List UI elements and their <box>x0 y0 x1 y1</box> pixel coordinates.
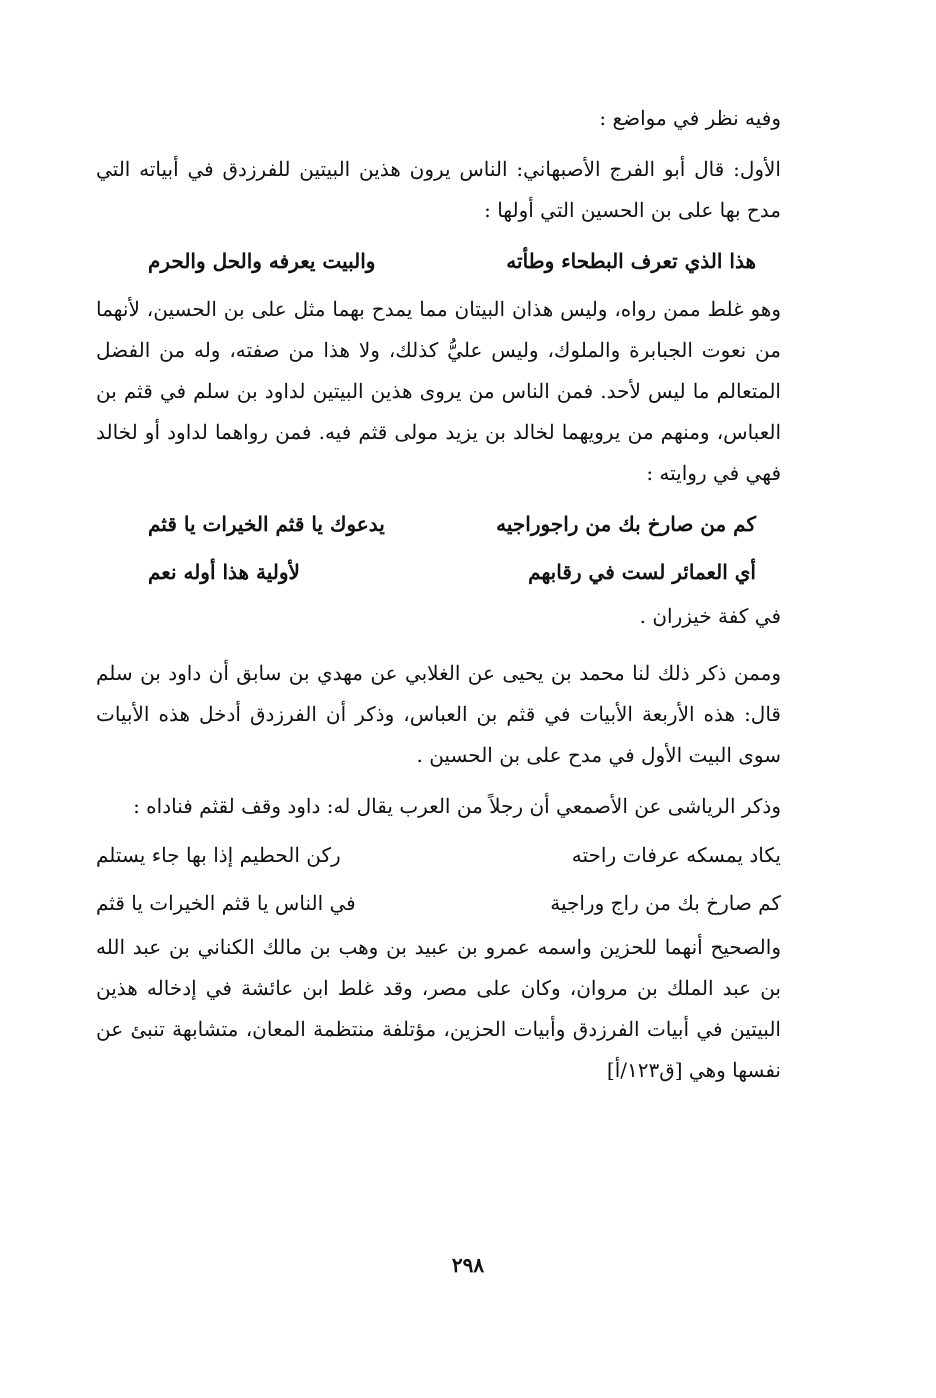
verse-3-right-hemistich: أي العمائر لست في رقابهم <box>528 559 756 584</box>
paragraph-conclusion: والصحيح أنهما للحزين واسمه عمرو بن عبيد بن وهب بن مالك الكناني بن عبد الله بن عبد الملك بن مروان، وكان على مصر، وقد غلط ابن عائشة في إدخاله هذين البيتين في أبيات الفرزدق وأبيات الحزين، مؤتلفة منتظمة المعان، متشابهة تنبئ عن نفسها وهي [ق١٢٣/أ] <box>96 935 781 1082</box>
verse-line-4 <box>96 831 781 879</box>
page-number: ٢٩٨ <box>451 1253 485 1277</box>
verse-2-left-hemistich: يدعوك يا قثم الخيرات يا قثم <box>148 511 385 536</box>
verse-4-right-hemistich: يكاد يمسكه عرفات راحته <box>571 842 781 867</box>
verse-4-left-hemistich: ركن الحطيم إذا بها جاء يستلم <box>96 842 341 867</box>
verse-5-right-hemistich: كم صارخ بك من راج وراجية <box>550 890 781 915</box>
verse-1-right-hemistich: هذا الذي تعرف البطحاء وطأته <box>506 248 756 273</box>
paragraph-intro: وفيه نظر في مواضع : <box>599 106 781 130</box>
verse-3-left-hemistich: لأولية هذا أوله نعم <box>148 559 300 584</box>
paragraph-narration: وممن ذكر ذلك لنا محمد بن يحيى عن الغلابي عن مهدي بن سابق أن داود بن سلم قال: هذه الأربعة الأبيات في قثم بن العباس، وذكر أن الفرزدق أدخل هذه الأبيات سوى البيت الأول في مدح على بن الحسين . <box>96 661 781 767</box>
paragraph-riyashi: وذكر الرياشى عن الأصمعي أن رجلاً من العرب يقال له: داود وقف لقثم فناداه : <box>133 794 781 818</box>
verse-line-5 <box>96 879 781 927</box>
verse-line-3 <box>96 548 781 596</box>
verse-1-left-hemistich: والبيت يعرفه والحل والحرم <box>148 248 376 273</box>
verse-2-right-hemistich: كم من صارخ بك من راجوراجيه <box>496 511 756 536</box>
page-body <box>96 98 781 1091</box>
verse-5-left-hemistich: في الناس يا قثم الخيرات يا قثم <box>96 890 356 915</box>
paragraph-first-point: الأول: قال أبو الفرج الأصبهاني: الناس يرون هذين البيتين للفرزدق في أبياته التي مدح بها على بن الحسين التي أولها : <box>96 157 781 222</box>
verse-line-2 <box>96 500 781 548</box>
paragraph-khayzuran: في كفة خيزران . <box>639 604 781 628</box>
paragraph-refutation: وهو غلط ممن رواه، وليس هذان البيتان مما يمدح بهما مثل على بن الحسين، لأنهما من نعوت الجبابرة والملوك، وليس عليُّ كذلك، ولا هذا من صفته، وله من الفضل المتعالم ما ليس لأحد. فمن الناس من يروى هذين البيتين لداود بن سلم في قثم بن العباس، ومنهم من يرويهما لخالد بن يزيد مولى قثم فيه. فمن رواهما لداود أو لخالد فهي في روايته : <box>96 297 782 485</box>
verse-line-1 <box>96 237 781 285</box>
